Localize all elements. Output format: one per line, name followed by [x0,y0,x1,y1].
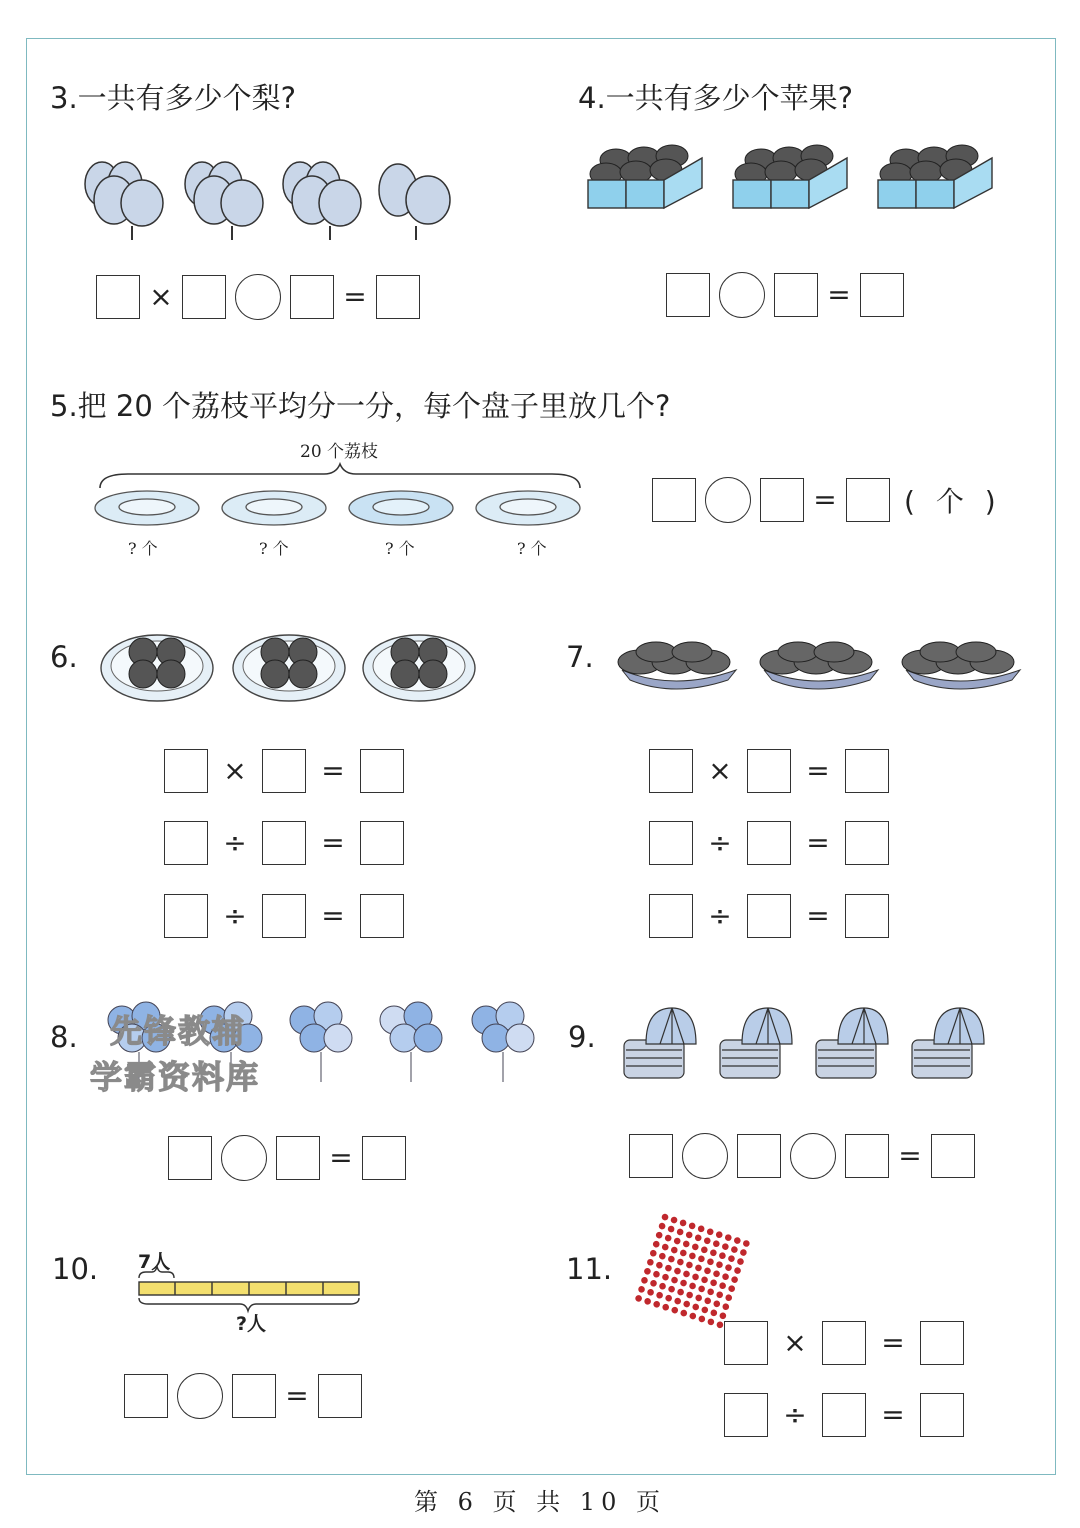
dot [685,1261,693,1269]
dot [646,1288,654,1296]
dot [733,1236,741,1244]
dot [664,1234,672,1242]
divide-sign: ÷ [223,899,247,932]
dot [649,1279,657,1287]
question-3-title: 3.一共有多少个梨? [50,81,297,115]
answer-box[interactable] [822,1393,866,1437]
dot [670,1216,678,1224]
dot [691,1273,699,1281]
times-sign: × [783,1326,807,1359]
dot [655,1291,663,1299]
dot [730,1275,738,1283]
answer-box[interactable] [124,1374,168,1418]
dot [727,1254,735,1262]
question-6-division-2 [164,894,404,938]
dot [730,1245,738,1253]
dot [706,1228,714,1236]
plates-illustration [94,488,586,530]
dot [698,1315,706,1323]
total-label: ?人 [236,1313,267,1335]
answer-box[interactable] [845,1134,889,1178]
equals-sign: = [813,483,837,516]
answer-box[interactable] [666,273,710,317]
dot [709,1279,717,1287]
question-10-number: 10. [52,1252,99,1286]
dot [709,1249,717,1257]
divide-sign: ÷ [708,826,732,859]
answer-box[interactable] [931,1134,975,1178]
dot [643,1297,651,1305]
answer-box[interactable] [724,1321,768,1365]
answer-box[interactable] [262,821,306,865]
answer-box[interactable] [822,1321,866,1365]
dot [682,1270,690,1278]
dot [694,1264,702,1272]
dot [691,1243,699,1251]
dot [701,1306,709,1314]
question-9-number: 9. [568,1020,596,1054]
dot [667,1225,675,1233]
dot [664,1264,672,1272]
dot [715,1261,723,1269]
dot [679,1249,687,1257]
equals-sign: = [321,899,345,932]
answer-box[interactable] [649,749,693,793]
watermark-line-2: 学霸资料库 [90,1058,261,1096]
answer-box[interactable] [760,478,804,522]
dot [634,1294,642,1302]
dot [640,1276,648,1284]
dot [724,1233,732,1241]
dot [655,1231,663,1239]
dot [707,1318,715,1326]
watermark-line-1: 先锋教辅 [110,1012,247,1050]
dot [722,1303,730,1311]
mooncake-plates-illustration [612,632,1022,694]
question-11-division [724,1393,964,1437]
dot [716,1321,724,1329]
answer-box[interactable] [376,275,420,319]
dot [715,1231,723,1239]
equals-sign: = [343,280,367,313]
equals-sign: = [321,754,345,787]
dot [697,1225,705,1233]
divide-sign: ÷ [223,826,247,859]
equals-sign: = [806,754,830,787]
answer-box[interactable] [276,1136,320,1180]
answer-box[interactable] [737,1134,781,1178]
equals-sign: = [329,1141,353,1174]
answer-box[interactable] [652,478,696,522]
plate-label: ? 个 [259,539,289,558]
question-7-number: 7. [566,640,594,674]
dot [683,1300,691,1308]
brace-label: 20 个荔枝 [300,442,379,462]
dot [724,1264,732,1272]
answer-box[interactable] [168,1136,212,1180]
question-8-equation [168,1135,406,1181]
answer-box[interactable] [164,894,208,938]
segment-label: 7人 [138,1251,171,1273]
dot [676,1258,684,1266]
dot [689,1312,697,1320]
answer-box[interactable] [164,821,208,865]
plate-label: ? 个 [517,539,547,558]
question-7-division-1 [649,821,889,865]
dot [652,1240,660,1248]
times-sign: × [223,754,247,787]
equals-sign: = [898,1139,922,1172]
pears-illustration [80,148,470,243]
question-4-equation [666,272,904,318]
equals-sign: = [285,1379,309,1412]
dot [676,1228,684,1236]
equals-sign: = [806,899,830,932]
answer-box[interactable] [920,1393,964,1437]
dot [716,1291,724,1299]
dot [695,1294,703,1302]
operator-circle[interactable] [221,1135,267,1181]
times-sign: × [149,280,173,313]
question-4-title: 4.一共有多少个苹果? [578,81,854,115]
answer-box[interactable] [360,749,404,793]
dot [670,1276,678,1284]
dot [718,1252,726,1260]
answer-box[interactable] [845,749,889,793]
operator-circle[interactable] [790,1133,836,1179]
dot [676,1288,684,1296]
dot [707,1288,715,1296]
dot [703,1237,711,1245]
dot-array-illustration [636,1212,748,1328]
dot [725,1294,733,1302]
dot [682,1240,690,1248]
dot [673,1267,681,1275]
plate-label: ? 个 [385,539,415,558]
dot [643,1267,651,1275]
dot [736,1257,744,1265]
answer-box[interactable] [262,749,306,793]
dot [704,1297,712,1305]
dot [719,1312,727,1320]
answer-box[interactable] [164,749,208,793]
dot [697,1255,705,1263]
question-8-number: 8. [50,1020,78,1054]
question-3-equation [96,274,420,320]
operator-circle[interactable] [682,1133,728,1179]
dot [733,1266,741,1274]
dot [661,1273,669,1281]
answer-box[interactable] [360,894,404,938]
answer-box[interactable] [747,749,791,793]
question-10-equation [124,1373,362,1419]
dot [658,1222,666,1230]
answer-box[interactable] [362,1136,406,1180]
segment-bar-diagram [136,1264,362,1314]
operator-circle[interactable] [705,477,751,523]
answer-box[interactable] [920,1321,964,1365]
apple-boxes-illustration [586,140,996,212]
dot [664,1294,672,1302]
dot [674,1297,682,1305]
question-11-number: 11. [566,1252,613,1286]
dot [667,1255,675,1263]
answer-box[interactable] [846,478,890,522]
answer-box[interactable] [182,275,226,319]
dot [646,1258,654,1266]
equals-sign: = [881,1398,905,1431]
dot [679,1219,687,1227]
dot [637,1285,645,1293]
dot [728,1285,736,1293]
dot [658,1282,666,1290]
dot [688,1222,696,1230]
question-6-division-1 [164,821,404,865]
answer-box[interactable] [747,821,791,865]
answer-box[interactable] [360,821,404,865]
question-5-title: 5.把 20 个荔枝平均分一分，每个盘子里放几个? [50,389,671,423]
answer-box[interactable] [774,273,818,317]
unit-label: ( 个 ) [904,485,1002,518]
dot [685,1231,693,1239]
operator-circle[interactable] [235,274,281,320]
answer-box[interactable] [629,1134,673,1178]
answer-box[interactable] [845,894,889,938]
divide-sign: ÷ [708,899,732,932]
dot [679,1279,687,1287]
dot [713,1300,721,1308]
dot [662,1303,670,1311]
dot [710,1309,718,1317]
dot [703,1267,711,1275]
question-6-number: 6. [50,640,78,674]
dot [661,1243,669,1251]
dot [739,1248,747,1256]
page-footer: 第 6 页 共 10 页 [414,1488,666,1516]
caps-illustration [620,1004,1000,1084]
dot [658,1252,666,1260]
equals-sign: = [806,826,830,859]
dot [697,1285,705,1293]
question-7-division-2 [649,894,889,938]
dot [688,1252,696,1260]
equals-sign: = [827,278,851,311]
dot [653,1300,661,1308]
dot [721,1273,729,1281]
dot [706,1258,714,1266]
dot [686,1291,694,1299]
dot [680,1309,688,1317]
answer-box[interactable] [262,894,306,938]
dot [673,1237,681,1245]
operator-circle[interactable] [719,272,765,318]
dot [652,1270,660,1278]
dot [688,1282,696,1290]
question-6-multiplication [164,749,404,793]
dot [721,1243,729,1251]
apple-plates-illustration [100,628,480,706]
dot [667,1285,675,1293]
answer-box[interactable] [290,275,334,319]
dot [661,1213,669,1221]
dot [712,1240,720,1248]
divide-sign: ÷ [783,1398,807,1431]
question-5-equation [652,477,1002,523]
answer-box[interactable] [747,894,791,938]
dot [670,1246,678,1254]
question-7-multiplication [649,749,889,793]
answer-box[interactable] [649,894,693,938]
answer-box[interactable] [860,273,904,317]
dot [712,1270,720,1278]
answer-box[interactable] [318,1374,362,1418]
question-9-equation [629,1133,975,1179]
dot [692,1303,700,1311]
dot [655,1261,663,1269]
dot [671,1306,679,1314]
times-sign: × [708,754,732,787]
answer-box[interactable] [649,821,693,865]
question-11-multiplication [724,1321,964,1365]
plate-label: ? 个 [128,539,158,558]
equals-sign: = [881,1326,905,1359]
operator-circle[interactable] [177,1373,223,1419]
dot [649,1249,657,1257]
answer-box[interactable] [724,1393,768,1437]
answer-box[interactable] [845,821,889,865]
dot [694,1234,702,1242]
dot [700,1276,708,1284]
dot [718,1282,726,1290]
answer-box[interactable] [232,1374,276,1418]
dot [700,1246,708,1254]
answer-box[interactable] [96,275,140,319]
equals-sign: = [321,826,345,859]
